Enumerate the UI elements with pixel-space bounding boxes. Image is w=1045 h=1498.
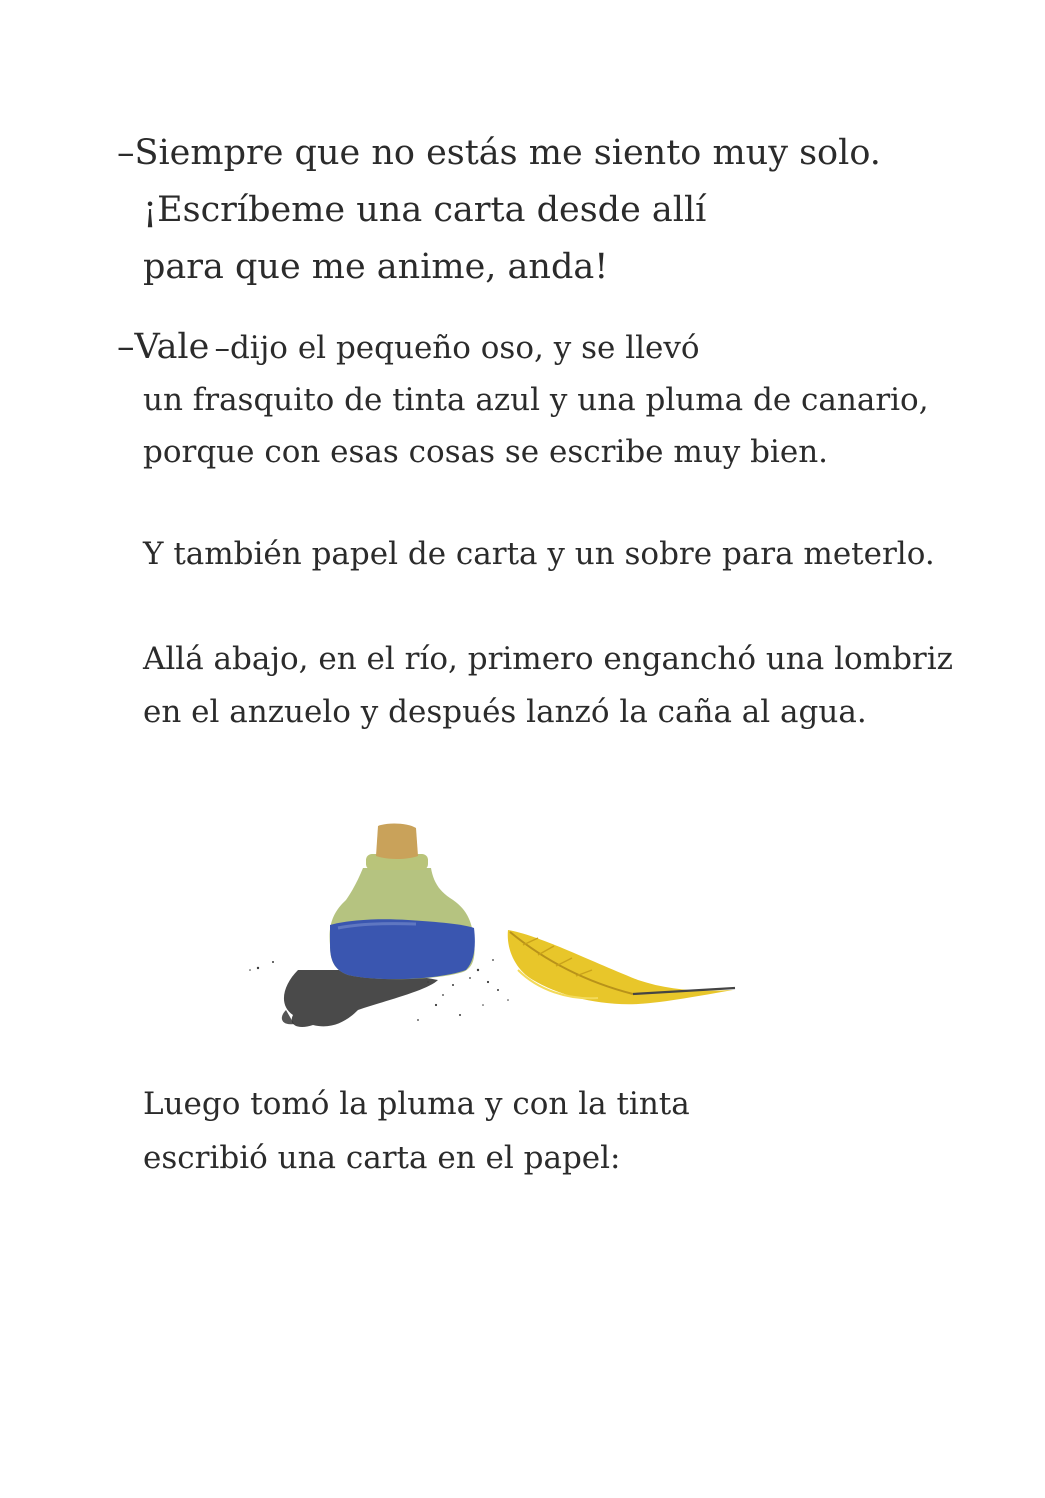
text-line: ¡Escríbeme una carta desde allí bbox=[143, 190, 707, 230]
text-line bbox=[117, 327, 700, 367]
text-line: en el anzuelo y después lanzó la caña al agua. bbox=[143, 694, 867, 730]
text-line: Allá abajo, en el río, primero enganchó una lombriz bbox=[143, 641, 953, 677]
text-line: –Siempre que no estás me siento muy solo. bbox=[117, 133, 881, 173]
text-line: Luego tomó la pluma y con la tinta bbox=[143, 1086, 690, 1122]
dialogue-word: –Vale bbox=[117, 327, 210, 367]
text-line: Y también papel de carta y un sobre para meterlo. bbox=[143, 536, 935, 572]
text-line: un frasquito de tinta azul y una pluma de canario, bbox=[143, 382, 929, 418]
ink-bottle-icon bbox=[330, 824, 475, 980]
canary-feather-icon bbox=[508, 930, 735, 1004]
ink-bottle-and-feather-illustration bbox=[238, 820, 743, 1042]
dialogue-rest: –dijo el pequeño oso, y se llevó bbox=[214, 330, 700, 366]
text-line: porque con esas cosas se escribe muy bien. bbox=[143, 434, 829, 470]
text-line: escribió una carta en el papel: bbox=[143, 1140, 621, 1176]
text-line: para que me anime, anda! bbox=[143, 247, 609, 287]
